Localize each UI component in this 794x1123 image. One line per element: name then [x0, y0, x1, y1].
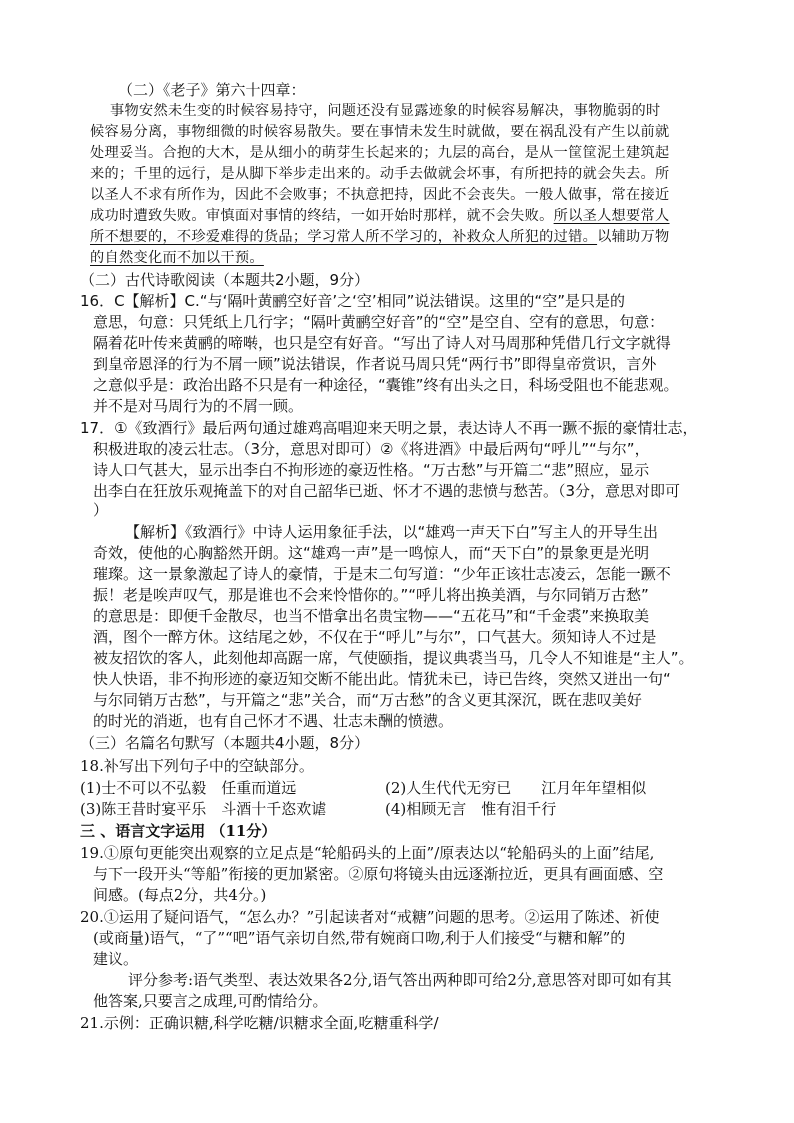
q17-line-3: 诗人口气甚大，显示出李白不拘形迹的豪迈性格。“万古愁”与开篇二“悲”照应，显示 [93, 461, 650, 479]
laozi-line-7 [90, 227, 670, 247]
q17-analysis-3: 璀璨。这一景象激起了诗人的豪情，于是末二句写道：“少年正该壮志凌云，怎能一蹶不 [93, 565, 671, 583]
q18-prompt: 18.补写出下列句子中的空缺部分。 [80, 757, 314, 775]
laozi-line-1: 事物安然未生变的时候容易持守，问题还没有显露迹象的时候容易解决，事物脆弱的时 [110, 103, 661, 119]
laozi-line-4: 来的；千里的远行，是从脚下举步走出来的。动手去做就会坏事，有所把持的就会失去。所 [90, 166, 670, 182]
q20-line-2: (或商量)语气，“了”“吧”语气亲切自然,带有婉商口吻,利于人们接受“与糖和解”的 [93, 929, 626, 947]
q16-line-6: 并不是对马周行为的不屑一顾。 [93, 397, 304, 415]
q19-line-3: 间感。(每点2分，共4分。) [93, 886, 267, 904]
q17-line-5: ） [93, 501, 109, 519]
laozi-line-5: 以圣人不求有所作为，因此不会败事；不执意把持，因此不会丧失。一般人做事，常在接近 [90, 187, 670, 203]
laozi-line-6a: 成功时遭致失败。审慎面对事情的终结，一如开始时那样，就不会失败。 [90, 208, 554, 224]
q20-line-1: 20.①运用了疑问语气，“怎么办？”引起读者对“戒糖”问题的思考。②运用了陈述、祈使 [80, 908, 660, 926]
q19-line-1: 19.①原句更能突出观察的立足点是“轮船码头的上面”/原表达以“轮船码头的上面”结尾, [80, 844, 655, 862]
q17-analysis-4: 振！老是唉声叹气，那是谁也不会来怜惜你的。”“呼儿将出换美酒，与尔同销万古愁” [93, 586, 649, 604]
q17-analysis-5: 的意思是：即便千金散尽，也当不惜拿出名贵宝物——“五花马”和“千金裘”来换取美 [93, 607, 650, 625]
q18-answer-1: (1)士不可以不弘毅 任重而道远 [80, 779, 297, 797]
q21-line: 21.示例：正确识糖,科学吃糖/识糖求全面,吃糖重科学/ [80, 1014, 439, 1032]
laozi-line-8: 的自然变化而不加以干预。 [90, 250, 264, 266]
scoring-line-2: 他答案,只要言之成理,可酌情给分。 [93, 992, 328, 1010]
laozi-line-7a: 所不想要的，不珍爱难得的货品；学习常人所不学习的，补救众人所犯的过错。 [90, 229, 598, 245]
q17-analysis-2: 奇效，使他的心胸豁然开朗。这“雄鸡一声”是一鸣惊人，而“天下白”的景象更是光明 [93, 544, 650, 562]
language-heading: 三 、语言文字运用 （11分） [80, 822, 277, 840]
laozi-line-7b: 以辅助万物 [597, 229, 670, 245]
q18-answer-2: (2)人生代代无穷已 江月年年望相似 [385, 779, 647, 797]
q17-line-1: 17．①《致酒行》最后两句通过雄鸡高唱迎来天明之景，表达诗人不再一蹶不振的豪情壮志， [80, 419, 698, 437]
q16-line-2: 意思，句意：只凭纸上几行字；“隔叶黄鹂空好音”的“空”是空自、空有的意思，句意： [93, 313, 665, 331]
q16-line-1: 16．C【解析】C.“与‘隔叶黄鹂空好音’之‘空’相同”说法错误。这里的“空”是只是的 [80, 292, 625, 310]
q17-analysis-10: 的时光的消逝，也有自己怀才不遇、壮志未酬的愤懑。 [93, 712, 454, 730]
laozi-line-6b: 所以圣人想要常人 [553, 208, 670, 224]
q19-line-2: 与下一段开头“等船”衔接的更加紧密。②原句将镜头由远逐渐拉近，更具有画面感、空 [93, 865, 664, 883]
q18-answer-4: (4)相顾无言 惟有泪千行 [385, 800, 557, 818]
q17-analysis-1: 【解析】《致酒行》中诗人运用象征手法，以“雄鸡一声天下白”写主人的开导生出 [125, 523, 659, 541]
q17-analysis-8: 快人快语，非不拘形迹的豪迈知交断不能出此。情犹未已，诗已告终，突然又迸出一句“ [93, 670, 671, 688]
q17-analysis-7: 被友招饮的客人，此刻他却高踞一席，气使颐指，提议典裘当马，几令人不知谁是“主人”。 [93, 649, 694, 667]
laozi-heading: （二）《老子》第六十四章： [118, 81, 306, 99]
scoring-line-1: 评分参考:语气类型、表达效果各2分,语气答出两种即可给2分,意思答对即可如有其 [128, 971, 672, 989]
q16-line-3: 隔着花叶传来黄鹂的啼啭，也只是空有好音。“写出了诗人对马周那种凭借几行文字就得 [93, 334, 671, 352]
laozi-line-2: 候容易分离，事物细微的时候容易散失。要在事情未发生时就做，要在祸乱没有产生以前就 [90, 124, 670, 140]
famous-heading: （三）名篇名句默写（本题共4小题，8分） [80, 734, 370, 752]
q17-line-4: 出李白在狂放乐观掩盖下的对自己韶华已逝、怀才不遇的悲愤与愁苦。（3分，意思对即可 [93, 482, 681, 500]
laozi-line-6 [90, 206, 670, 226]
q20-line-3: 建议。 [93, 950, 139, 968]
q18-answer-3: (3)陈王昔时宴平乐 斗酒十千恣欢谑 [80, 800, 327, 818]
q16-line-4: 到皇帝恩泽的行为不屑一顾”说法错误，作者说马周只凭“两行书”即得皇帝赏识，言外 [93, 355, 657, 373]
q17-line-2: 积极进取的凌云壮志。（3分，意思对即可）②《将进酒》中最后两句“呼儿”“与尔”， [93, 440, 650, 458]
poetry-heading: （二）古代诗歌阅读（本题共2小题，9分） [80, 271, 370, 289]
laozi-line-3: 处理妥当。合抱的大木，是从细小的萌芽生长起来的；九层的高台，是从一筐筐泥土建筑起 [90, 145, 670, 161]
q16-line-5: 之意似乎是：政治出路不只是有一种途径，“囊锥”终有出头之日，科场受阻也不能悲观。 [93, 376, 679, 394]
q17-analysis-6: 酒，图个一醉方休。这结尾之妙，不仅在于“呼儿”与尔”，口气甚大。须知诗人不过是 [93, 628, 657, 646]
q17-analysis-9: 与尔同销万古愁”，与开篇之“悲”关合，而“万古愁”的含义更其深沉，既在悲叹美好 [93, 691, 642, 709]
